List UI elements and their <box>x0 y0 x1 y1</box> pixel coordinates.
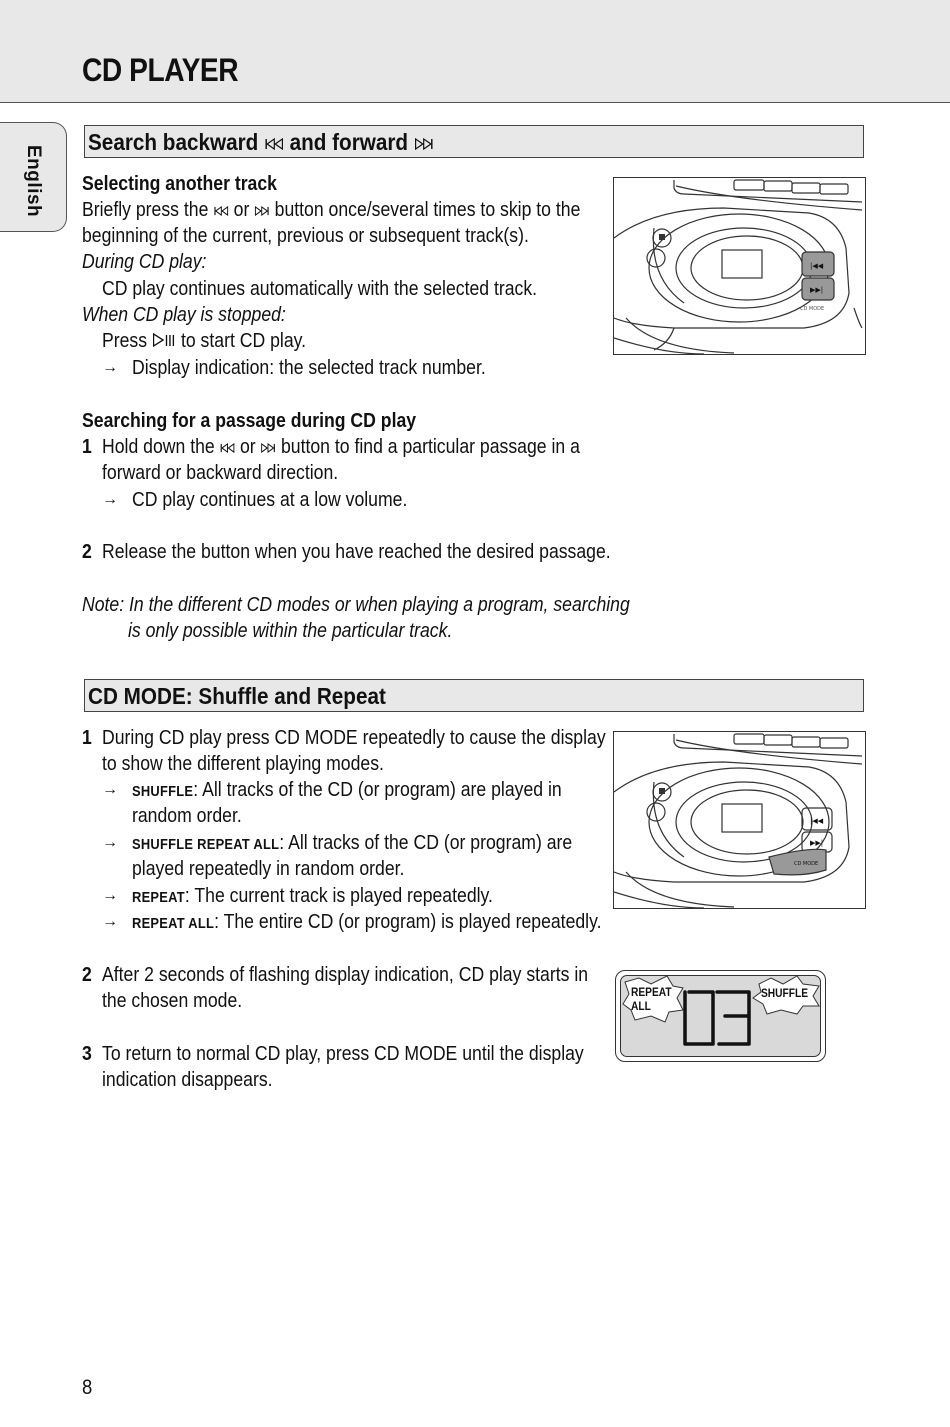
page-title: CD PLAYER <box>82 52 239 88</box>
step-number: 1 <box>82 726 92 749</box>
mode-shuffle-repeat-all-cont: played repeatedly in random order. <box>132 857 405 880</box>
arrow-icon: → <box>102 834 118 851</box>
cd-mode-label: CD MODE <box>800 306 825 312</box>
display-indication-text: Display indication: the selected track number. <box>132 356 486 379</box>
section-heading-cd-mode-text: CD MODE: Shuffle and Repeat <box>88 683 386 709</box>
skip-forward-icon <box>261 443 276 453</box>
step-number: 2 <box>82 963 92 986</box>
skip-backward-icon <box>220 443 235 453</box>
repeat-indicator-text: REPEAT <box>631 985 672 999</box>
step-number: 1 <box>82 435 92 458</box>
note-text: Note: In the different CD modes or when playing a program, searching <box>82 593 630 616</box>
skip-backward-icon <box>264 138 284 150</box>
subheading-searching-passage: Searching for a passage during CD play <box>82 409 417 432</box>
step-text: forward or backward direction. <box>102 461 339 484</box>
shuffle-indicator: SHUFFLE <box>761 986 809 1000</box>
skip-forward-icon <box>414 138 434 150</box>
language-tab <box>0 122 67 232</box>
page-number: 8 <box>82 1376 93 1399</box>
step-text: To return to normal CD play, press CD MODE until the display <box>102 1042 584 1065</box>
play-pause-icon <box>152 332 176 348</box>
arrow-icon: → <box>102 359 118 376</box>
step-text: Release the button when you have reached the desired passage. <box>102 540 611 563</box>
paragraph-line: beginning of the current, previous or subsequent track(s). <box>82 224 529 247</box>
step-text: During CD play press CD MODE repeatedly to cause the display <box>102 726 606 749</box>
step-text: indication disappears. <box>102 1068 273 1091</box>
press-play-line: Press to start CD play. <box>102 329 307 352</box>
mode-shuffle-repeat-all: SHUFFLE REPEAT ALL: All tracks of the CD (or program) are <box>132 831 573 854</box>
svg-text:▶▶|: ▶▶| <box>810 286 824 294</box>
cd-mode-label: CD MODE <box>794 861 819 867</box>
cd-player-illustration-cd-mode <box>613 731 866 909</box>
arrow-icon: → <box>102 887 118 904</box>
svg-text:|◀◀: |◀◀ <box>810 817 824 825</box>
section-heading-search-text: Search backward and forward <box>88 129 434 156</box>
mode-shuffle-cont: random order. <box>132 804 242 827</box>
during-play-label: During CD play: <box>82 250 207 273</box>
svg-text:|◀◀: |◀◀ <box>810 262 824 270</box>
repeat-all-indicator <box>631 985 672 1013</box>
note-text: is only possible within the particular track. <box>128 619 453 642</box>
step-text: After 2 seconds of flashing display indication, CD play starts in <box>102 963 589 986</box>
step-result: CD play continues at a low volume. <box>132 488 408 511</box>
lcd-screen <box>620 975 821 1057</box>
all-indicator-text: ALL <box>631 999 651 1013</box>
subheading-selecting-track: Selecting another track <box>82 172 277 195</box>
language-tab-label: English <box>23 145 44 218</box>
svg-text:▶▶|: ▶▶| <box>810 839 824 847</box>
mode-shuffle: SHUFFLE: All tracks of the CD (or program) are played in <box>132 778 562 801</box>
mode-repeat: REPEAT: The current track is played repeatedly. <box>132 884 493 907</box>
step-text: the chosen mode. <box>102 989 243 1012</box>
step-text: Hold down the or button to find a particular passage in a <box>102 435 580 458</box>
during-play-text: CD play continues automatically with the selected track. <box>102 277 538 300</box>
paragraph-line: Briefly press the or button once/several times to skip to the <box>82 198 581 221</box>
step-number: 3 <box>82 1042 92 1065</box>
step-text: to show the different playing modes. <box>102 752 384 775</box>
cd-player-illustration-skip-buttons <box>613 177 866 355</box>
skip-forward-icon <box>254 206 269 216</box>
mode-repeat-all: REPEAT ALL: The entire CD (or program) is played repeatedly. <box>132 910 602 933</box>
arrow-icon: → <box>102 491 118 508</box>
section-heading-search <box>84 125 864 158</box>
section-heading-cd-mode <box>84 679 864 712</box>
track-number <box>621 976 622 977</box>
arrow-icon: → <box>102 781 118 798</box>
step-number: 2 <box>82 540 92 563</box>
stopped-label: When CD play is stopped: <box>82 303 286 326</box>
lcd-display-illustration <box>615 970 826 1062</box>
arrow-icon: → <box>102 913 118 930</box>
skip-backward-icon <box>213 206 228 216</box>
